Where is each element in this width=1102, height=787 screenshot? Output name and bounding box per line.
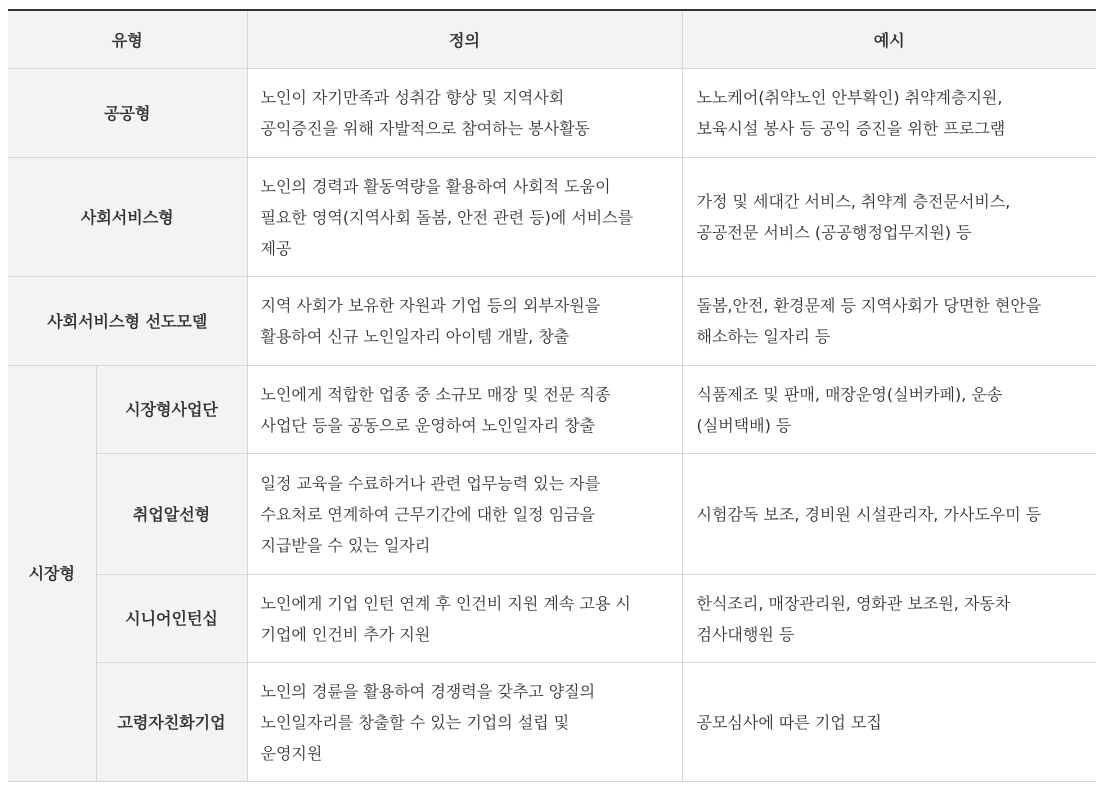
definition-line: 활용하여 신규 노인일자리 아이템 개발, 창출: [260, 327, 570, 346]
example-line: 돌봄,안전, 환경문제 등 지역사회가 당면한 현안을: [696, 296, 1042, 315]
row-example: [682, 663, 1096, 782]
definition-line: 지역 사회가 보유한 자원과 기업 등의 외부자원을: [260, 296, 601, 315]
example-line: 식품제조 및 판매, 매장운영(실버카페), 운송: [696, 384, 1003, 404]
example-line: 해소하는 일자리 등: [696, 327, 831, 346]
example-line: 공공전문 서비스 (공공행정업무지원) 등: [696, 223, 972, 242]
definition-line: 수요처로 연계하여 근무기간에 대한 일정 임금을: [260, 504, 596, 524]
table-row: [8, 454, 1096, 575]
definition-line: 노인의 경륜을 활용하여 경쟁력을 갖추고 양질의: [260, 681, 596, 701]
senior-job-type-table-container: [8, 9, 1096, 782]
row-type: 사회서비스형 선도모델: [8, 277, 247, 366]
example-line: 보육시설 봉사 등 공익 증진을 위한 프로그램: [696, 119, 1006, 138]
example-line: 노노케어(취약노인 안부확인) 취약계층지원,: [696, 88, 1003, 107]
row-example: [682, 454, 1096, 575]
row-example: [682, 277, 1096, 366]
definition-line: 제공: [260, 238, 292, 258]
row-definition: [247, 69, 682, 158]
definition-line: 공익증진을 위해 자발적으로 참여하는 봉사활동: [260, 119, 590, 138]
market-group-label: 시장형: [8, 366, 96, 782]
definition-line: 노인에게 적합한 업종 중 소규모 매장 및 전문 직종: [260, 384, 611, 404]
row-example: [682, 158, 1096, 277]
example-line: (실버택배) 등: [696, 415, 792, 435]
row-definition: [247, 575, 682, 663]
example-line: 한식조리, 매장관리원, 영화관 보조원, 자동차: [696, 593, 1011, 613]
table-row: [8, 366, 1096, 454]
row-example: [682, 69, 1096, 158]
definition-line: 운영지원: [260, 743, 323, 763]
definition-line: 노인에게 기업 인턴 연계 후 인건비 지원 계속 고용 시: [260, 593, 631, 613]
table-header-row: [8, 10, 1096, 69]
row-type: 사회서비스형: [8, 158, 247, 277]
definition-line: 사업단 등을 공동으로 운영하여 노인일자리 창출: [260, 415, 596, 435]
header-example: 예시: [682, 10, 1096, 69]
header-definition: 정의: [247, 10, 682, 69]
table-row: [8, 158, 1096, 277]
row-type: 시니어인턴십: [96, 575, 247, 663]
row-example: [682, 575, 1096, 663]
header-type: 유형: [8, 10, 247, 69]
example-line: 검사대행원 등: [696, 624, 795, 644]
definition-line: 기업에 인건비 추가 지원: [260, 624, 431, 644]
table-row: [8, 575, 1096, 663]
definition-line: 필요한 영역(지역사회 돌봄, 안전 관련 등)에 서비스를: [260, 207, 634, 227]
table-row: [8, 277, 1096, 366]
table-row: [8, 69, 1096, 158]
row-type: 취업알선형: [96, 454, 247, 575]
example-line: 가정 및 세대간 서비스, 취약계 층전문서비스,: [696, 192, 1011, 211]
row-definition: [247, 663, 682, 782]
table-row: [8, 663, 1096, 782]
example-line: 공모심사에 따른 기업 모집: [696, 712, 882, 732]
definition-line: 노인이 자기만족과 성취감 향상 및 지역사회: [260, 88, 565, 107]
row-example: [682, 366, 1096, 454]
row-type: 고령자친화기업: [96, 663, 247, 782]
senior-job-type-table: [8, 9, 1096, 782]
row-definition: [247, 454, 682, 575]
definition-line: 노인의 경력과 활동역량을 활용하여 사회적 도움이: [260, 176, 611, 196]
example-line: 시험감독 보조, 경비원 시설관리자, 가사도우미 등: [696, 504, 1042, 524]
row-type: 시장형사업단: [96, 366, 247, 454]
row-definition: [247, 158, 682, 277]
definition-line: 지급받을 수 있는 일자리: [260, 535, 431, 555]
definition-line: 노인일자리를 창출할 수 있는 기업의 설립 및: [260, 712, 570, 732]
row-definition: [247, 366, 682, 454]
definition-line: 일정 교육을 수료하거나 관련 업무능력 있는 자를: [260, 473, 601, 493]
row-definition: [247, 277, 682, 366]
row-type: 공공형: [8, 69, 247, 158]
